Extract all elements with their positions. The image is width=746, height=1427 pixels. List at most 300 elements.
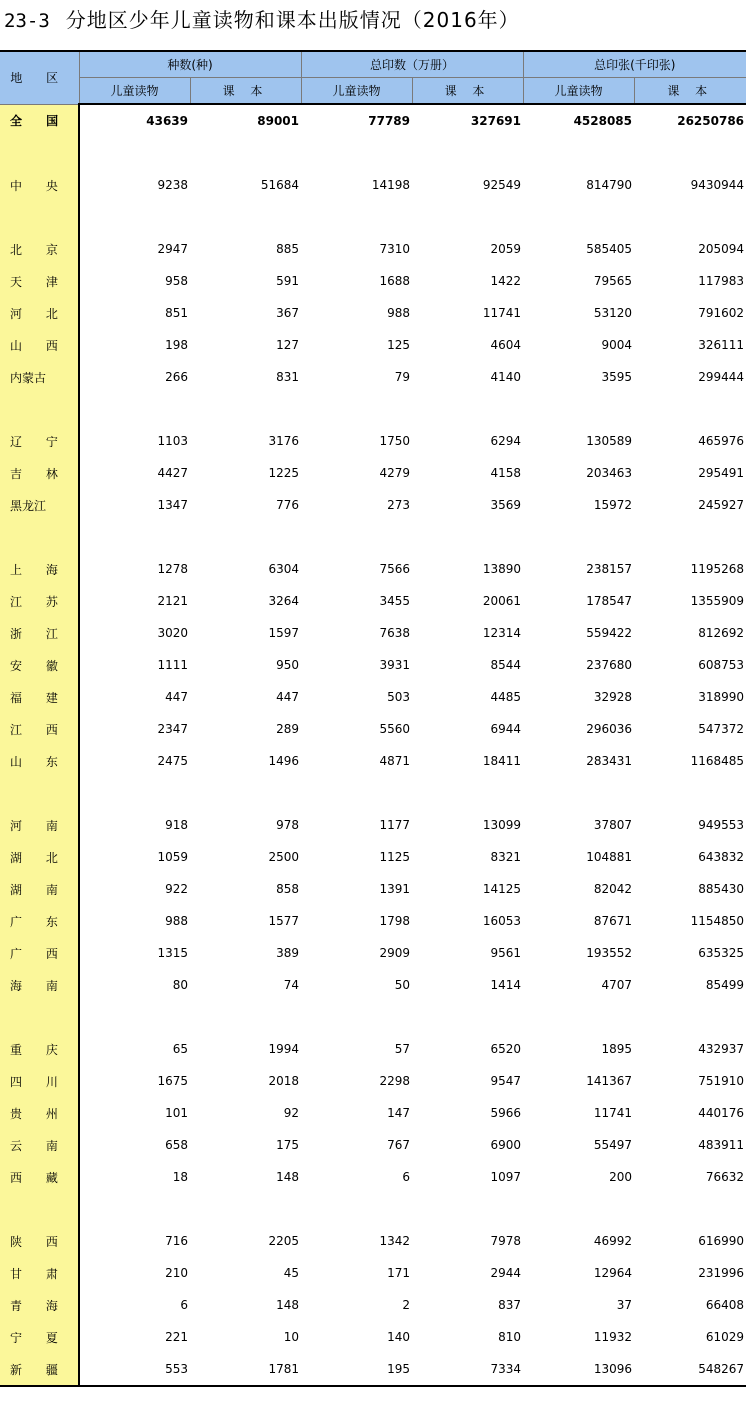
region-cell: 浙 江 [0,617,79,649]
value-cell: 3595 [601,370,633,384]
value-cell: 221 [165,1330,188,1344]
table-row [0,1033,746,1065]
table-row [0,713,746,745]
value-cell: 885430 [698,882,745,896]
value-cell: 616990 [698,1234,745,1248]
table-row [0,1257,746,1289]
value-cell: 6294 [490,434,522,448]
table-number: 23-3 [4,10,50,32]
value-cell: 1994 [268,1042,299,1056]
region-cell: 河 北 [0,297,79,329]
table-row [0,809,746,841]
value-cell: 2347 [157,722,188,736]
value-cell: 32928 [593,690,633,704]
region-cell: 江 苏 [0,585,79,617]
region-cell: 贵 州 [0,1097,79,1129]
value-cell: 1347 [157,498,188,512]
value-cell: 4140 [490,370,522,384]
region-cell: 四 川 [0,1065,79,1097]
empty-cell [79,137,190,169]
value-cell: 148 [276,1298,299,1312]
value-cell: 559422 [586,626,633,640]
empty-cell [634,393,746,425]
value-cell: 608753 [698,658,745,672]
value-cell: 7978 [490,1234,522,1248]
empty-cell [634,1193,746,1225]
value-cell: 1342 [379,1234,410,1248]
value-cell: 2205 [268,1234,299,1248]
region-cell: 青 海 [0,1289,79,1321]
value-cell: 885 [276,242,299,256]
subheader-textbooks: 课 本 [634,78,746,105]
value-cell: 266 [165,370,188,384]
value-cell: 18 [172,1170,188,1184]
value-cell: 127 [276,338,299,352]
value-cell: 210 [165,1266,188,1280]
region-cell: 宁 夏 [0,1321,79,1353]
value-cell: 12964 [593,1266,633,1280]
region-cell: 辽 宁 [0,425,79,457]
empty-cell [523,393,634,425]
value-cell: 82042 [593,882,633,896]
table-row [0,425,746,457]
empty-cell [190,521,301,553]
value-cell: 11932 [593,1330,633,1344]
table-row [0,937,746,969]
table-row [0,585,746,617]
value-cell: 922 [165,882,188,896]
empty-cell [412,201,523,233]
value-cell: 171 [387,1266,410,1280]
table-row [0,1129,746,1161]
region-cell-empty [0,201,79,233]
value-cell: 178547 [586,594,633,608]
value-cell: 147 [387,1106,410,1120]
value-cell: 289 [276,722,299,736]
value-cell: 440176 [698,1106,745,1120]
table-row [0,361,746,393]
value-cell: 3455 [379,594,410,608]
region-cell: 山 东 [0,745,79,777]
value-cell: 635325 [698,946,745,960]
value-cell: 273 [387,498,410,512]
value-cell: 814790 [586,178,633,192]
value-cell: 1111 [157,658,188,672]
spacer-row [0,137,746,169]
value-cell: 5966 [490,1106,522,1120]
value-cell: 1177 [379,818,410,832]
value-cell: 66408 [705,1298,745,1312]
value-cell: 950 [276,658,299,672]
empty-cell [634,201,746,233]
empty-cell [190,137,301,169]
empty-cell [412,393,523,425]
region-cell: 云 南 [0,1129,79,1161]
empty-cell [301,1193,412,1225]
region-cell: 上 海 [0,553,79,585]
value-cell: 791602 [698,306,745,320]
empty-cell [523,137,634,169]
value-cell: 57 [394,1042,410,1056]
value-cell: 125 [387,338,410,352]
value-cell: 87671 [593,914,633,928]
value-cell: 2298 [379,1074,410,1088]
value-cell: 231996 [698,1266,745,1280]
region-cell: 安 徽 [0,649,79,681]
value-cell: 46992 [593,1234,633,1248]
value-cell: 79 [394,370,410,384]
value-cell: 978 [276,818,299,832]
value-cell: 37807 [593,818,633,832]
value-cell: 8321 [490,850,522,864]
empty-cell [79,201,190,233]
value-cell: 831 [276,370,299,384]
value-cell: 10 [283,1330,299,1344]
value-cell: 9561 [490,946,522,960]
region-cell-empty [0,393,79,425]
region-cell: 山 西 [0,329,79,361]
value-cell: 1154850 [690,914,745,928]
table-title: 分地区少年儿童读物和课本出版情况（2016年） [65,8,520,32]
value-cell: 237680 [586,658,633,672]
region-cell-empty [0,137,79,169]
value-cell: 295491 [698,466,745,480]
empty-cell [301,521,412,553]
subheader-children-books: 儿童读物 [523,78,634,105]
value-cell: 547372 [698,722,745,736]
empty-cell [523,1001,634,1033]
value-cell: 548267 [634,1353,746,1386]
value-cell: 716 [165,1234,188,1248]
table-row [0,233,746,265]
value-cell: 1597 [268,626,299,640]
value-cell: 1675 [157,1074,188,1088]
value-cell: 13099 [482,818,522,832]
value-cell: 101 [165,1106,188,1120]
empty-cell [634,521,746,553]
region-cell: 黑龙江 [0,489,79,521]
value-cell: 45 [283,1266,299,1280]
empty-cell [412,521,523,553]
value-cell: 14198 [371,178,410,192]
region-cell-empty [0,1001,79,1033]
value-cell: 4871 [379,754,410,768]
value-cell: 1125 [379,850,410,864]
value-cell: 80 [172,978,188,992]
spacer-row [0,393,746,425]
value-cell: 6900 [490,1138,522,1152]
table-row [0,104,746,137]
region-cell: 广 东 [0,905,79,937]
table-row [0,649,746,681]
group-header-titles: 种数(种) [79,51,301,78]
region-cell: 广 西 [0,937,79,969]
value-cell: 3264 [268,594,299,608]
value-cell: 9547 [490,1074,522,1088]
table-row [0,1161,746,1193]
table-row [0,1289,746,1321]
value-cell: 6944 [490,722,522,736]
value-cell: 2 [402,1298,410,1312]
value-cell: 643832 [698,850,745,864]
value-cell: 205094 [698,242,745,256]
empty-cell [190,777,301,809]
region-cell: 吉 林 [0,457,79,489]
value-cell: 296036 [586,722,633,736]
value-cell: 11741 [593,1106,633,1120]
region-cell-empty [0,1193,79,1225]
empty-cell [412,1001,523,1033]
value-cell: 2059 [490,242,522,256]
value-cell: 92549 [482,178,522,192]
value-cell: 6304 [268,562,299,576]
region-cell: 内蒙古 [0,361,79,393]
empty-cell [301,1001,412,1033]
value-cell: 3020 [157,626,188,640]
value-cell: 74 [283,978,299,992]
table-row [0,329,746,361]
empty-cell [634,1001,746,1033]
value-cell: 1225 [268,466,299,480]
value-cell: 15972 [593,498,633,512]
region-cell: 河 南 [0,809,79,841]
table-row [0,1353,746,1386]
spacer-row [0,201,746,233]
value-cell: 238157 [586,562,633,576]
value-cell: 283431 [586,754,633,768]
value-cell: 2944 [490,1266,522,1280]
value-cell: 130589 [586,434,633,448]
table-row [0,617,746,649]
table-row [0,169,746,201]
value-cell: 1688 [379,274,410,288]
value-cell: 2121 [157,594,188,608]
empty-cell [79,393,190,425]
region-cell: 湖 北 [0,841,79,873]
value-cell: 7310 [379,242,410,256]
value-cell: 2475 [157,754,188,768]
value-cell: 1781 [190,1353,301,1386]
value-cell: 1414 [490,978,522,992]
page-title [4,6,520,34]
value-cell: 9238 [157,178,188,192]
value-cell: 14125 [482,882,522,896]
value-cell: 76632 [705,1170,745,1184]
value-cell: 767 [387,1138,410,1152]
value-cell: 3931 [379,658,410,672]
empty-cell [301,201,412,233]
value-cell: 432937 [698,1042,745,1056]
value-cell: 6 [180,1298,188,1312]
table-row [0,745,746,777]
empty-cell [412,1193,523,1225]
value-cell: 141367 [586,1074,633,1088]
value-cell: 591 [276,274,299,288]
value-cell: 2947 [157,242,188,256]
table-row [0,905,746,937]
value-cell: 2018 [268,1074,299,1088]
subheader-textbooks: 课 本 [190,78,301,105]
value-cell: 195 [301,1353,412,1386]
group-header-sheets: 总印张(千印张) [523,51,746,78]
value-cell: 4485 [490,690,522,704]
region-header: 地 区 [0,51,79,104]
value-cell: 3176 [268,434,299,448]
value-cell: 140 [387,1330,410,1344]
value-cell: 117983 [698,274,745,288]
table-body [0,104,746,1386]
value-cell: 447 [165,690,188,704]
table-row [0,297,746,329]
empty-cell [301,777,412,809]
value-cell: 483911 [698,1138,745,1152]
empty-cell [79,1001,190,1033]
value-cell: 465976 [698,434,745,448]
value-cell: 77789 [368,114,410,128]
value-cell: 53120 [593,306,633,320]
spacer-row [0,1001,746,1033]
value-cell: 4707 [601,978,633,992]
value-cell: 65 [172,1042,188,1056]
value-cell: 4279 [379,466,410,480]
value-cell: 37 [616,1298,633,1312]
value-cell: 11741 [482,306,522,320]
value-cell: 13096 [523,1353,634,1386]
value-cell: 1422 [490,274,522,288]
region-cell: 北 京 [0,233,79,265]
value-cell: 8544 [490,658,522,672]
value-cell: 16053 [482,914,522,928]
value-cell: 92 [283,1106,299,1120]
empty-cell [79,777,190,809]
value-cell: 988 [387,306,410,320]
value-cell: 20061 [482,594,522,608]
table-row [0,553,746,585]
value-cell: 837 [498,1298,522,1312]
empty-cell [523,201,634,233]
empty-cell [190,201,301,233]
value-cell: 858 [276,882,299,896]
value-cell: 1315 [157,946,188,960]
table-row [0,265,746,297]
region-cell: 江 西 [0,713,79,745]
value-cell: 1097 [490,1170,522,1184]
region-cell: 重 庆 [0,1033,79,1065]
region-cell: 陕 西 [0,1225,79,1257]
region-cell-empty [0,777,79,809]
value-cell: 1059 [157,850,188,864]
value-cell: 61029 [705,1330,745,1344]
value-cell: 1168485 [690,754,745,768]
empty-cell [634,137,746,169]
table-header [0,51,746,104]
region-cell: 天 津 [0,265,79,297]
value-cell: 203463 [586,466,633,480]
value-cell: 851 [165,306,188,320]
table-row [0,457,746,489]
value-cell: 55497 [593,1138,633,1152]
empty-cell [79,521,190,553]
value-cell: 918 [165,818,188,832]
value-cell: 148 [276,1170,299,1184]
value-cell: 958 [165,274,188,288]
region-cell: 甘 肃 [0,1257,79,1289]
empty-cell [523,777,634,809]
value-cell: 89001 [257,114,299,128]
table-row [0,873,746,905]
region-cell: 中 央 [0,169,79,201]
value-cell: 193552 [586,946,633,960]
subheader-children-books: 儿童读物 [301,78,412,105]
value-cell: 4158 [490,466,522,480]
value-cell: 6520 [490,1042,522,1056]
subheader-textbooks: 课 本 [412,78,523,105]
value-cell: 553 [79,1353,190,1386]
value-cell: 175 [276,1138,299,1152]
value-cell: 367 [276,306,299,320]
value-cell: 1355909 [690,594,745,608]
group-header-impressions: 总印数（万册） [301,51,523,78]
table-row [0,969,746,1001]
value-cell: 9430944 [690,178,745,192]
value-cell: 318990 [698,690,745,704]
empty-cell [412,777,523,809]
region-cell: 海 南 [0,969,79,1001]
value-cell: 50 [394,978,410,992]
value-cell: 810 [498,1330,522,1344]
value-cell: 812692 [698,626,745,640]
region-cell: 西 藏 [0,1161,79,1193]
empty-cell [190,1001,301,1033]
region-cell: 湖 南 [0,873,79,905]
value-cell: 1750 [379,434,410,448]
value-cell: 4427 [157,466,188,480]
value-cell: 776 [276,498,299,512]
value-cell: 79565 [593,274,633,288]
value-cell: 585405 [586,242,633,256]
spacer-row [0,777,746,809]
value-cell: 51684 [260,178,299,192]
value-cell: 7566 [379,562,410,576]
value-cell: 1391 [379,882,410,896]
value-cell: 1496 [268,754,299,768]
value-cell: 104881 [586,850,633,864]
empty-cell [301,137,412,169]
empty-cell [190,1193,301,1225]
value-cell: 447 [276,690,299,704]
subheader-children-books: 儿童读物 [79,78,190,105]
value-cell: 988 [165,914,188,928]
data-table [0,50,746,1387]
value-cell: 4528085 [573,114,633,128]
table-row [0,841,746,873]
value-cell: 7638 [379,626,410,640]
empty-cell [79,1193,190,1225]
value-cell: 12314 [482,626,522,640]
value-cell: 13890 [482,562,522,576]
table-row [0,1225,746,1257]
value-cell: 18411 [482,754,522,768]
table-row [0,1065,746,1097]
value-cell: 658 [165,1138,188,1152]
region-cell: 全 国 [0,104,79,137]
value-cell: 85499 [705,978,745,992]
empty-cell [523,521,634,553]
value-cell: 1195268 [690,562,745,576]
value-cell: 5560 [379,722,410,736]
value-cell: 1895 [601,1042,633,1056]
value-cell: 327691 [470,114,522,128]
